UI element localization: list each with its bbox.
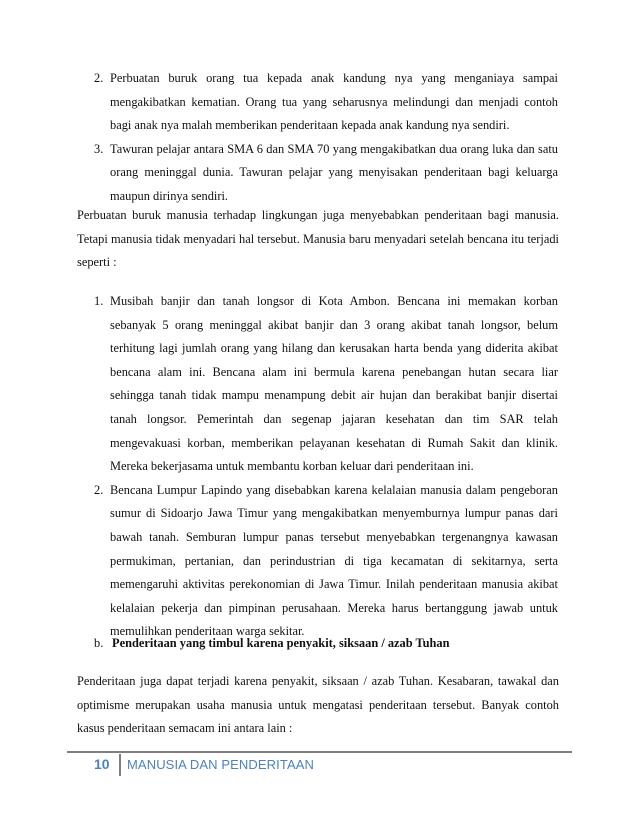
list-item-number: 1.	[94, 294, 104, 308]
subheading-b	[94, 633, 564, 653]
list-item	[80, 138, 558, 209]
list-item-text: Musibah banjir dan tanah longsor di Kota Ambon. Bencana ini memakan korban sebanyak 5 orang meninggal akibat banjir dan 3 orang akibat tanah longsor, belum terhitung lagi jumlah orang yang hilang dan kerusakan harta benda yang diderita akibat bencana alam ini. Bencana alam ini bermula karena penebangan hutan secara liar sehingga tanah tidak mampu menampung debit air hujan dan berakibat banjir disertai tanah longsor. Pemerintah dan segenap jajaran kesehatan dan tim SAR telah mengevakuasi korban, memberikan pelayanan kesehatan di Rumah Sakit dan klinik. Mereka bekerjasama untuk membantu korban keluar dari penderitaan ini.	[110, 294, 558, 474]
numbered-list-top	[80, 67, 558, 209]
list-item-number: 3.	[94, 141, 104, 156]
footer-title: MANUSIA DAN PENDERITAAN	[127, 757, 314, 772]
subheading-title: Penderitaan yang timbul karena penyakit, siksaan / azab Tuhan	[112, 636, 450, 650]
page-number: 10	[94, 756, 110, 772]
list-item-number: 2.	[94, 71, 104, 85]
numbered-list-disasters	[80, 290, 558, 644]
list-item	[80, 479, 558, 644]
list-item-number: 2.	[94, 482, 104, 497]
footer-separator	[119, 754, 121, 776]
subheading-label: b.	[94, 636, 104, 650]
footer-divider	[67, 751, 572, 753]
list-item-text: Tawuran pelajar antara SMA 6 dan SMA 70 yang mengakibatkan dua orang luka dan satu orang meninggal dunia. Tawuran pelajar yang menyisakan penderitaan bagi keluarga maupun dirinya sendiri.	[110, 141, 558, 203]
list-item-text: Perbuatan buruk orang tua kepada anak kandung nya yang menganiaya sampai mengakibatkan kematian. Orang tua yang seharusnya melindungi dan menjadi contoh bagi anak nya malah memberikan penderitaan kepada anak kandung nya sendiri.	[110, 71, 558, 133]
paragraph-disease: Penderitaan juga dapat terjadi karena penyakit, siksaan / azab Tuhan. Kesabaran, tawakal dan optimisme merupakan usaha manusia untuk mengatasi penderitaan tersebut. Banyak contoh kasus penderitaan semacam ini antara lain :	[77, 674, 559, 736]
paragraph-environment: Perbuatan buruk manusia terhadap lingkungan juga menyebabkan penderitaan bagi manusia. Tetapi manusia tidak menyadari hal tersebut. Manusia baru menyadari setelah bencana itu terjadi seperti :	[77, 208, 559, 270]
list-item	[80, 67, 558, 138]
list-item	[80, 290, 558, 479]
list-item-text: Bencana Lumpur Lapindo yang disebabkan karena kelalaian manusia dalam pengeboran sumur di Sidoarjo Jawa Timur yang mengakibatkan menyemburnya lumpur panas dari bawah tanah. Semburan lumpur panas tersebut menyebabkan tergenangnya kawasan permukiman, pertanian, dan perindustrian di tiga kecamatan di sekitarnya, serta memengaruhi aktivitas perekonomian di Jawa Timur. Inilah penderitaan manusia akibat kelalaian pekerja dan pimpinan perusahaan. Mereka harus bertanggung jawab untuk memulihkan penderitaan warga sekitar.	[110, 482, 558, 639]
